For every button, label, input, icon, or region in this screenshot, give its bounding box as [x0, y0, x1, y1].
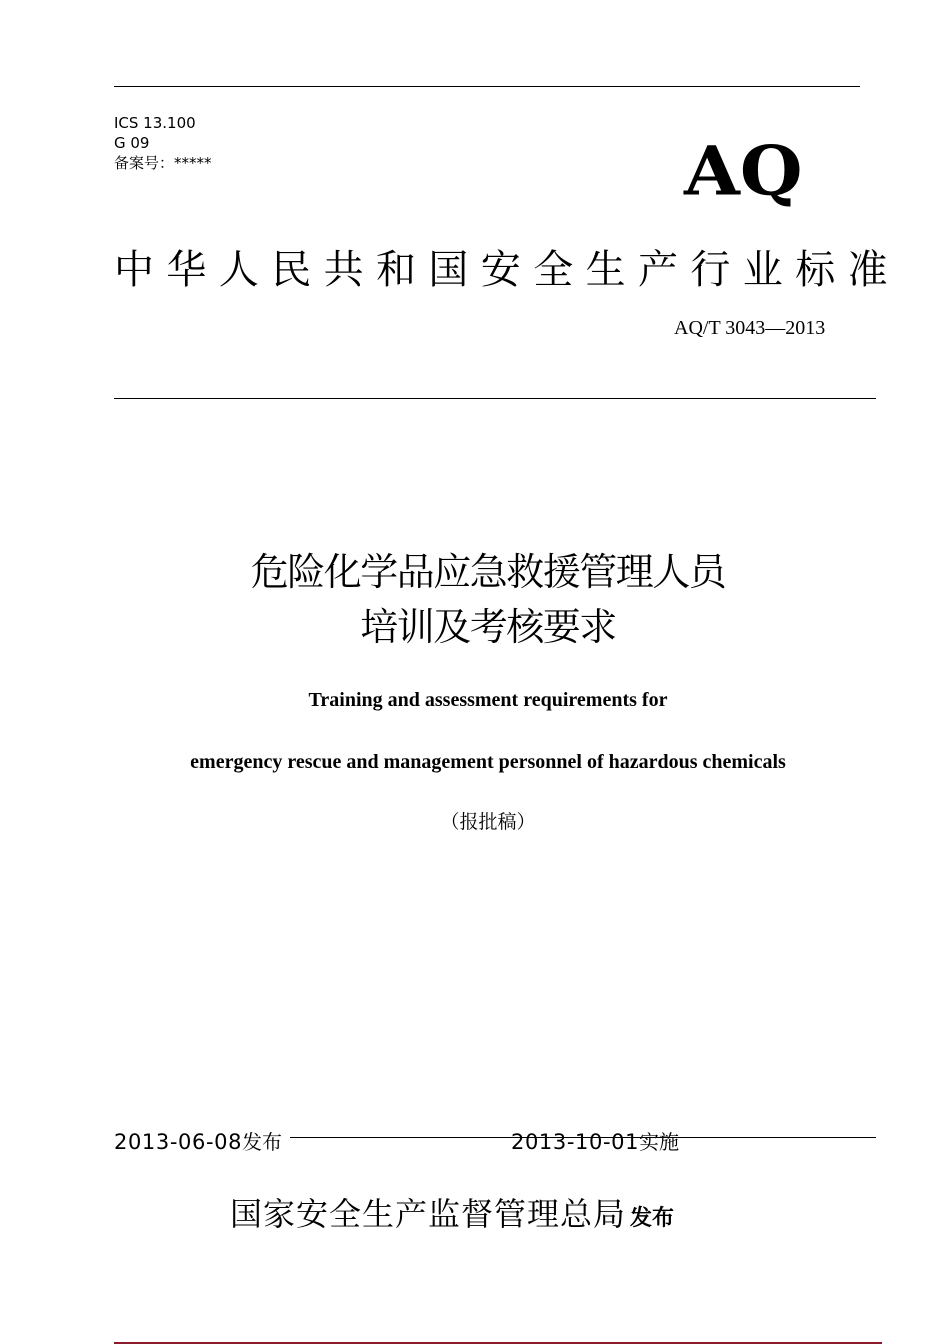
issuer-name: 国家安全生产监督管理总局 — [230, 1195, 627, 1233]
standard-code: AQ/T 3043—2013 — [674, 317, 826, 339]
publish-label: 发布 — [242, 1130, 283, 1154]
record-number: 备案号：***** — [114, 154, 212, 172]
english-title-line-1: Training and assessment requirements for — [308, 689, 668, 711]
header-divider — [114, 398, 876, 399]
publish-date-value: 2013-06-08 — [114, 1130, 243, 1154]
standard-title: 中华人民共和国安全生产行业标准 — [114, 247, 900, 293]
ics-code: ICS 13.100 — [114, 114, 196, 132]
implement-date-value: 2013-10-01 — [511, 1130, 640, 1154]
category-code: G 09 — [114, 134, 150, 152]
implement-date — [511, 1129, 679, 1155]
english-title-line-2: emergency rescue and management personnel of hazardous chemicals — [190, 751, 786, 773]
document-title-line-2: 培训及考核要求 — [360, 605, 616, 649]
publish-date — [114, 1129, 282, 1155]
issuer — [230, 1194, 674, 1239]
draft-status: （报批稿） — [440, 811, 536, 833]
document-title-line-1: 危险化学品应急救援管理人员 — [250, 550, 726, 594]
top-rule — [114, 86, 860, 87]
classification-block — [114, 113, 212, 173]
implement-label: 实施 — [639, 1130, 680, 1154]
aq-logo: AQ — [684, 131, 803, 211]
issuer-suffix: 发布 — [630, 1206, 675, 1231]
